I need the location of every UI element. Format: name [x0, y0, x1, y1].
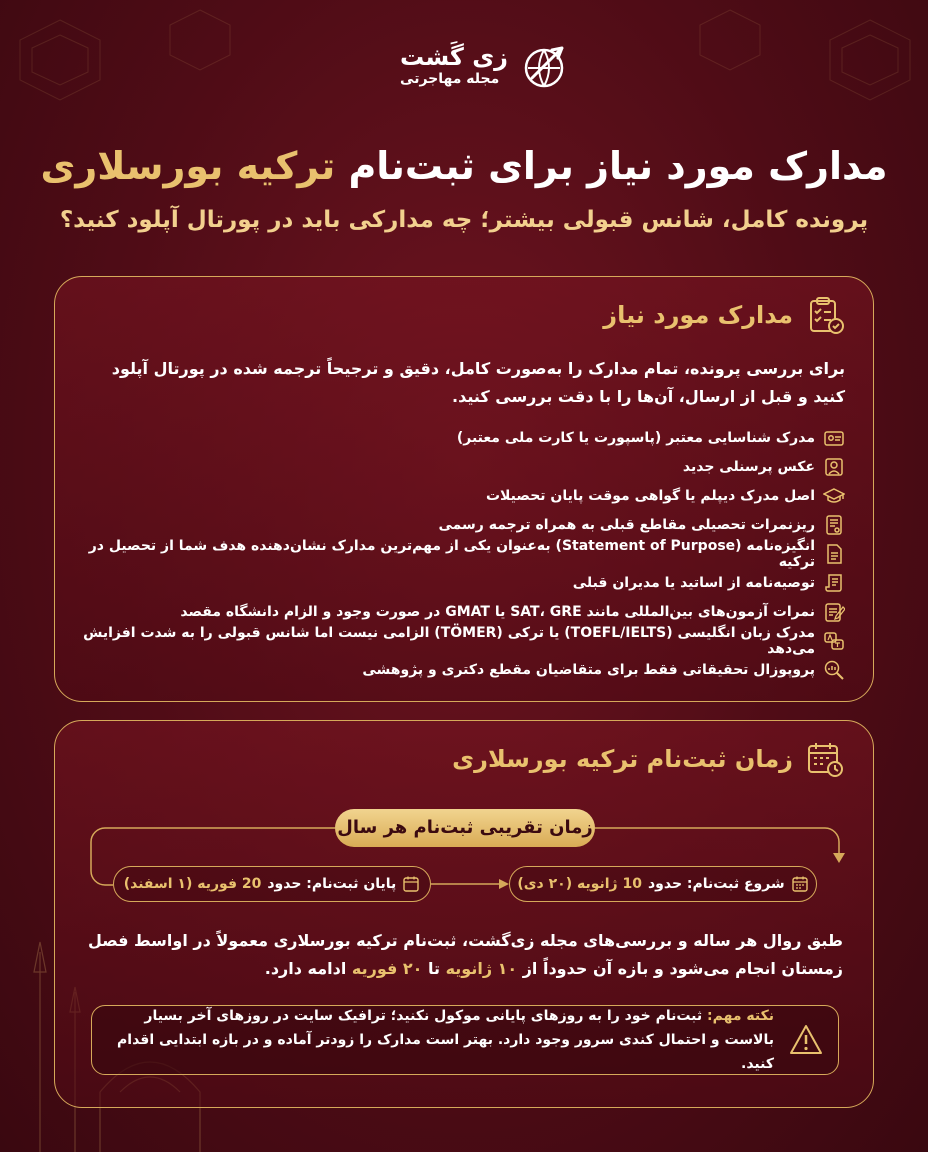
list-item	[75, 423, 845, 452]
list-item	[75, 481, 845, 510]
list-item-text: توصیه‌نامه از اساتید یا مدیران قبلی	[572, 574, 815, 591]
list-item-text: مدرک شناسایی معتبر (پاسپورت یا کارت ملی معتبر)	[456, 429, 815, 446]
registration-card	[54, 720, 874, 1108]
para-part-1: طبق روال هر ساله و بررسی‌های مجله زی‌گشت، ثبت‌نام ترکیه بورسلاری معمولاً در اواسط فصل زمستان انجام می‌شود و بازه آن حدوداً از	[87, 931, 843, 978]
list-item-text: اصل مدرک دیپلم یا گواهی موقت پایان تحصیلات	[485, 487, 815, 504]
warning-icon	[788, 1022, 824, 1058]
calendar-icon	[791, 875, 809, 893]
list-item-text: نمرات آزمون‌های بین‌المللی مانند SAT، GRE یا GMAT در صورت وجود و الزام دانشگاه مقصد	[180, 603, 815, 620]
para-highlight-2: ۲۰ فوریه	[351, 959, 423, 978]
start-value: 10 ژانویه (۲۰ دی)	[517, 876, 642, 892]
end-label: پایان ثبت‌نام: حدود	[267, 876, 397, 892]
list-item-text: عکس پرسنلی جدید	[682, 458, 815, 475]
documents-title: مدارک مورد نیاز	[603, 301, 793, 329]
list-item	[75, 510, 845, 539]
list-item-text: مدرک زبان انگلیسی (TOEFL/IELTS) یا ترکی (TÖMER) الزامی نیست اما شانس قبولی را به شدت افزایش می‌دهد	[83, 624, 815, 657]
para-mid: تا	[428, 959, 441, 978]
documents-card	[54, 276, 874, 702]
list-item	[75, 452, 845, 481]
para-highlight-1: ۱۰ ژانویه	[445, 959, 518, 978]
graduation-cap-icon	[823, 485, 845, 507]
globe-plane-icon	[518, 40, 570, 92]
transcript-icon	[823, 514, 845, 536]
document-icon	[823, 543, 845, 565]
brand-logo[interactable]	[370, 36, 570, 96]
note-label: نکته مهم:	[707, 1008, 774, 1024]
note-text	[106, 1004, 774, 1076]
note-body: ثبت‌نام خود را به روزهای پایانی موکول نکنید؛ ترافیک سایت در روزهای آخر بسیار بالاست و احتمال کندی سرور وجود دارد. بهتر است مدارک را زودتر آماده و در بازه ابتدایی اقدام کنید.	[117, 1008, 774, 1072]
portrait-photo-icon	[823, 456, 845, 478]
language-icon	[823, 630, 845, 652]
list-item-text: انگیزه‌نامه (Statement of Purpose) به‌عنوان یکی از مهم‌ترین مدارک نشان‌دهنده هدف شما از تحصیل در ترکیه	[88, 537, 815, 570]
exam-sheet-icon	[823, 601, 845, 623]
yearly-time-label: زمان تقریبی ثبت‌نام هر سال	[335, 809, 595, 847]
id-card-icon	[823, 427, 845, 449]
list-item-text: ریزنمرات تحصیلی مقاطع قبلی به همراه ترجمه رسمی	[438, 516, 815, 533]
title-highlight: ترکیه بورسلاری	[40, 144, 336, 188]
brand-subtitle: مجله مهاجرتی	[400, 70, 500, 87]
list-item	[75, 568, 845, 597]
list-item	[75, 539, 845, 568]
list-item-text: پروپوزال تحقیقاتی فقط برای متقاضیان مقطع دکتری و پژوهشی	[362, 661, 815, 678]
calendar-icon	[402, 875, 420, 893]
brand-name: زی گَشت	[400, 43, 508, 72]
documents-intro: برای بررسی پرونده، تمام مدارک را به‌صورت کامل، دقیق و ترجیحاً ترجمه شده در پورتال آپلود کنید و قبل از ارسال، آن‌ها را با دقت بررسی کنید.	[111, 359, 845, 406]
registration-start-pill	[509, 866, 817, 902]
title-part-1: مدارک مورد نیاز برای ثبت‌نام	[348, 144, 888, 188]
registration-title: زمان ثبت‌نام ترکیه بورسلاری	[452, 745, 793, 773]
research-search-icon	[823, 659, 845, 681]
registration-end-pill	[113, 866, 431, 902]
list-item	[75, 655, 845, 684]
important-note	[91, 1005, 839, 1075]
scroll-icon	[823, 572, 845, 594]
end-value: 20 فوریه (۱ اسفند)	[123, 876, 262, 892]
documents-card-header	[603, 295, 845, 335]
page-title	[30, 140, 898, 192]
page-subtitle: پرونده کامل، شانس قبولی بیشتر؛ چه مدارکی باید در پورتال آپلود کنید؟	[59, 207, 869, 233]
start-label: شروع ثبت‌نام: حدود	[647, 876, 785, 892]
list-item	[75, 597, 845, 626]
clipboard-check-icon	[805, 295, 845, 335]
list-item	[75, 626, 845, 655]
registration-paragraph	[73, 927, 843, 983]
documents-list	[75, 423, 845, 684]
para-end: ادامه دارد.	[264, 959, 347, 978]
